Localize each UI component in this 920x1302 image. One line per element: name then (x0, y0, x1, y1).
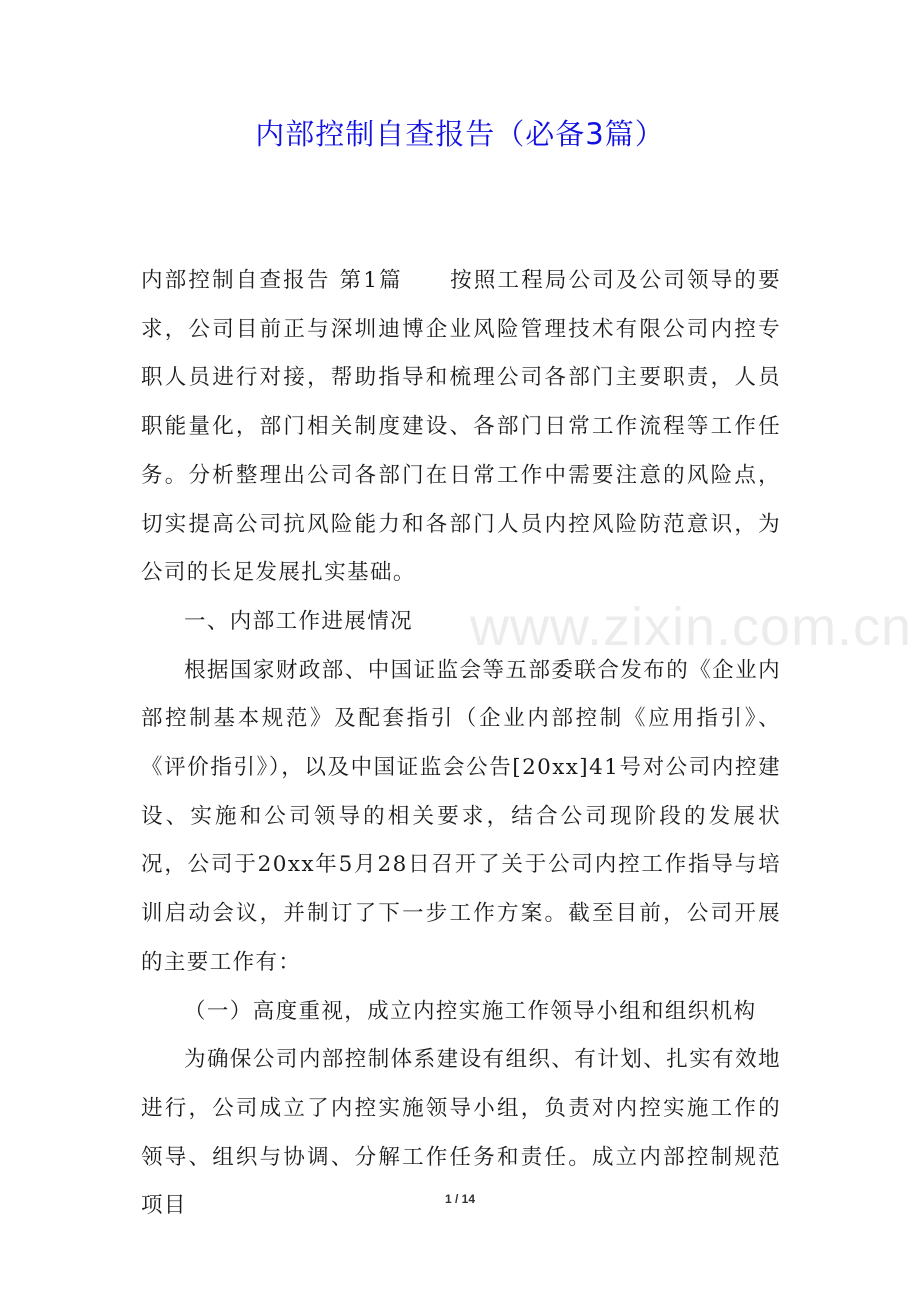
subsection-heading: （一）高度重视，成立内控实施工作领导小组和组织机构 (184, 998, 757, 1024)
document-title: 内部控制自查报告（必备3篇） (255, 117, 665, 151)
paragraph: 为确保公司内部控制体系建设有组织、有计划、扎实有效地进行，公司成立了内控实施领导小组，负责对内控实施工作的领导、组织与协调、分解工作任务和责任。成立内部控制规范项目 (141, 1047, 781, 1219)
section-heading: 一、内部工作进展情况 (184, 608, 414, 634)
paragraph-intro: 内部控制自查报告 第1篇 按照工程局公司及公司领导的要求，公司目前正与深圳迪博企业风险管理技术有限公司内控专职人员进行对接，帮助指导和梳理公司各部门主要职责，人员职能量化，部门相关制度建设、各部门日常工作流程等工作任务。分析整理出公司各部门在日常工作中需要注意的风险点，切实提高公司抗风险能力和各部门人员内控风险防范意识，为公司的长足发展扎实基础。 (141, 268, 781, 586)
document-body (141, 257, 781, 1231)
page-number: 1 / 14 (444, 1192, 476, 1206)
paragraph: 根据国家财政部、中国证监会等五部委联合发布的《企业内部控制基本规范》及配套指引（企业内部控制《应用指引》、《评价指引》），以及中国证监会公告[20xx]41号对公司内控建设、实施和公司领导的相关要求，结合公司现阶段的发展状况，公司于20xx年5月28日召开了关于公司内控工作指导与培训启动会议，并制订了下一步工作方案。截至目前，公司开展的主要工作有： (141, 657, 781, 975)
watermark: www.zixin.com.cn (470, 597, 913, 657)
